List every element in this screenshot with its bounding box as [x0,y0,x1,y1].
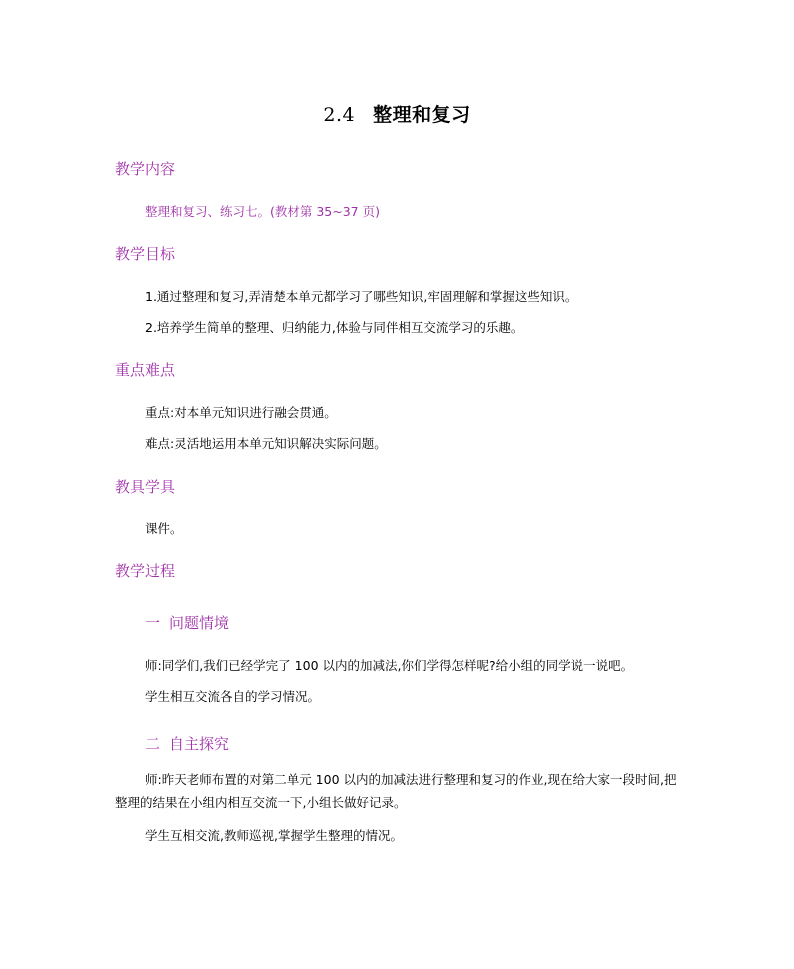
tools-text: 课件。 [145,521,183,536]
goal-item-1: 1.通过整理和复习,弄清楚本单元都学习了哪些知识,牢固理解和掌握这些知识。 [145,289,578,304]
step-heading-2 [145,733,229,754]
step-marker-1: 一 [145,614,161,632]
step-title-1: 问题情境 [169,614,230,632]
section-heading-goals: 教学目标 [115,245,176,263]
step1-paragraph-1: 师:同学们,我们已经学完了 100 以内的加减法,你们学得怎样呢?给小组的同学说一说吧。 [145,658,634,673]
step-marker-2: 二 [145,735,161,753]
step-heading-1 [145,612,229,633]
key-point-item-2: 难点:灵活地运用本单元知识解决实际问题。 [145,436,387,451]
key-point-item-1: 重点:对本单元知识进行融会贯通。 [145,405,337,420]
section-heading-key-points: 重点难点 [115,361,176,379]
section-heading-tools: 教具学具 [115,478,176,496]
step2-paragraph-1: 师:昨天老师布置的对第二单元 100 以内的加减法进行整理和复习的作业,现在给大家一段时间,把整理的结果在小组内相互交流一下,小组长做好记录。 [115,772,677,810]
section-heading-process: 教学过程 [115,562,176,580]
title-text: 整理和复习 [373,104,471,126]
section-heading-content: 教学内容 [115,160,176,178]
step2-paragraph-2: 学生互相交流,教师巡视,掌握学生整理的情况。 [145,828,403,843]
step-title-2: 自主探究 [169,735,230,753]
goal-item-2: 2.培养学生简单的整理、归纳能力,体验与同伴相互交流学习的乐趣。 [145,320,524,335]
page-title [0,100,794,127]
title-number: 2.4 [323,104,356,126]
step1-paragraph-2: 学生相互交流各自的学习情况。 [145,689,321,704]
content-text: 整理和复习、练习七。(教材第 35~37 页) [145,204,380,219]
